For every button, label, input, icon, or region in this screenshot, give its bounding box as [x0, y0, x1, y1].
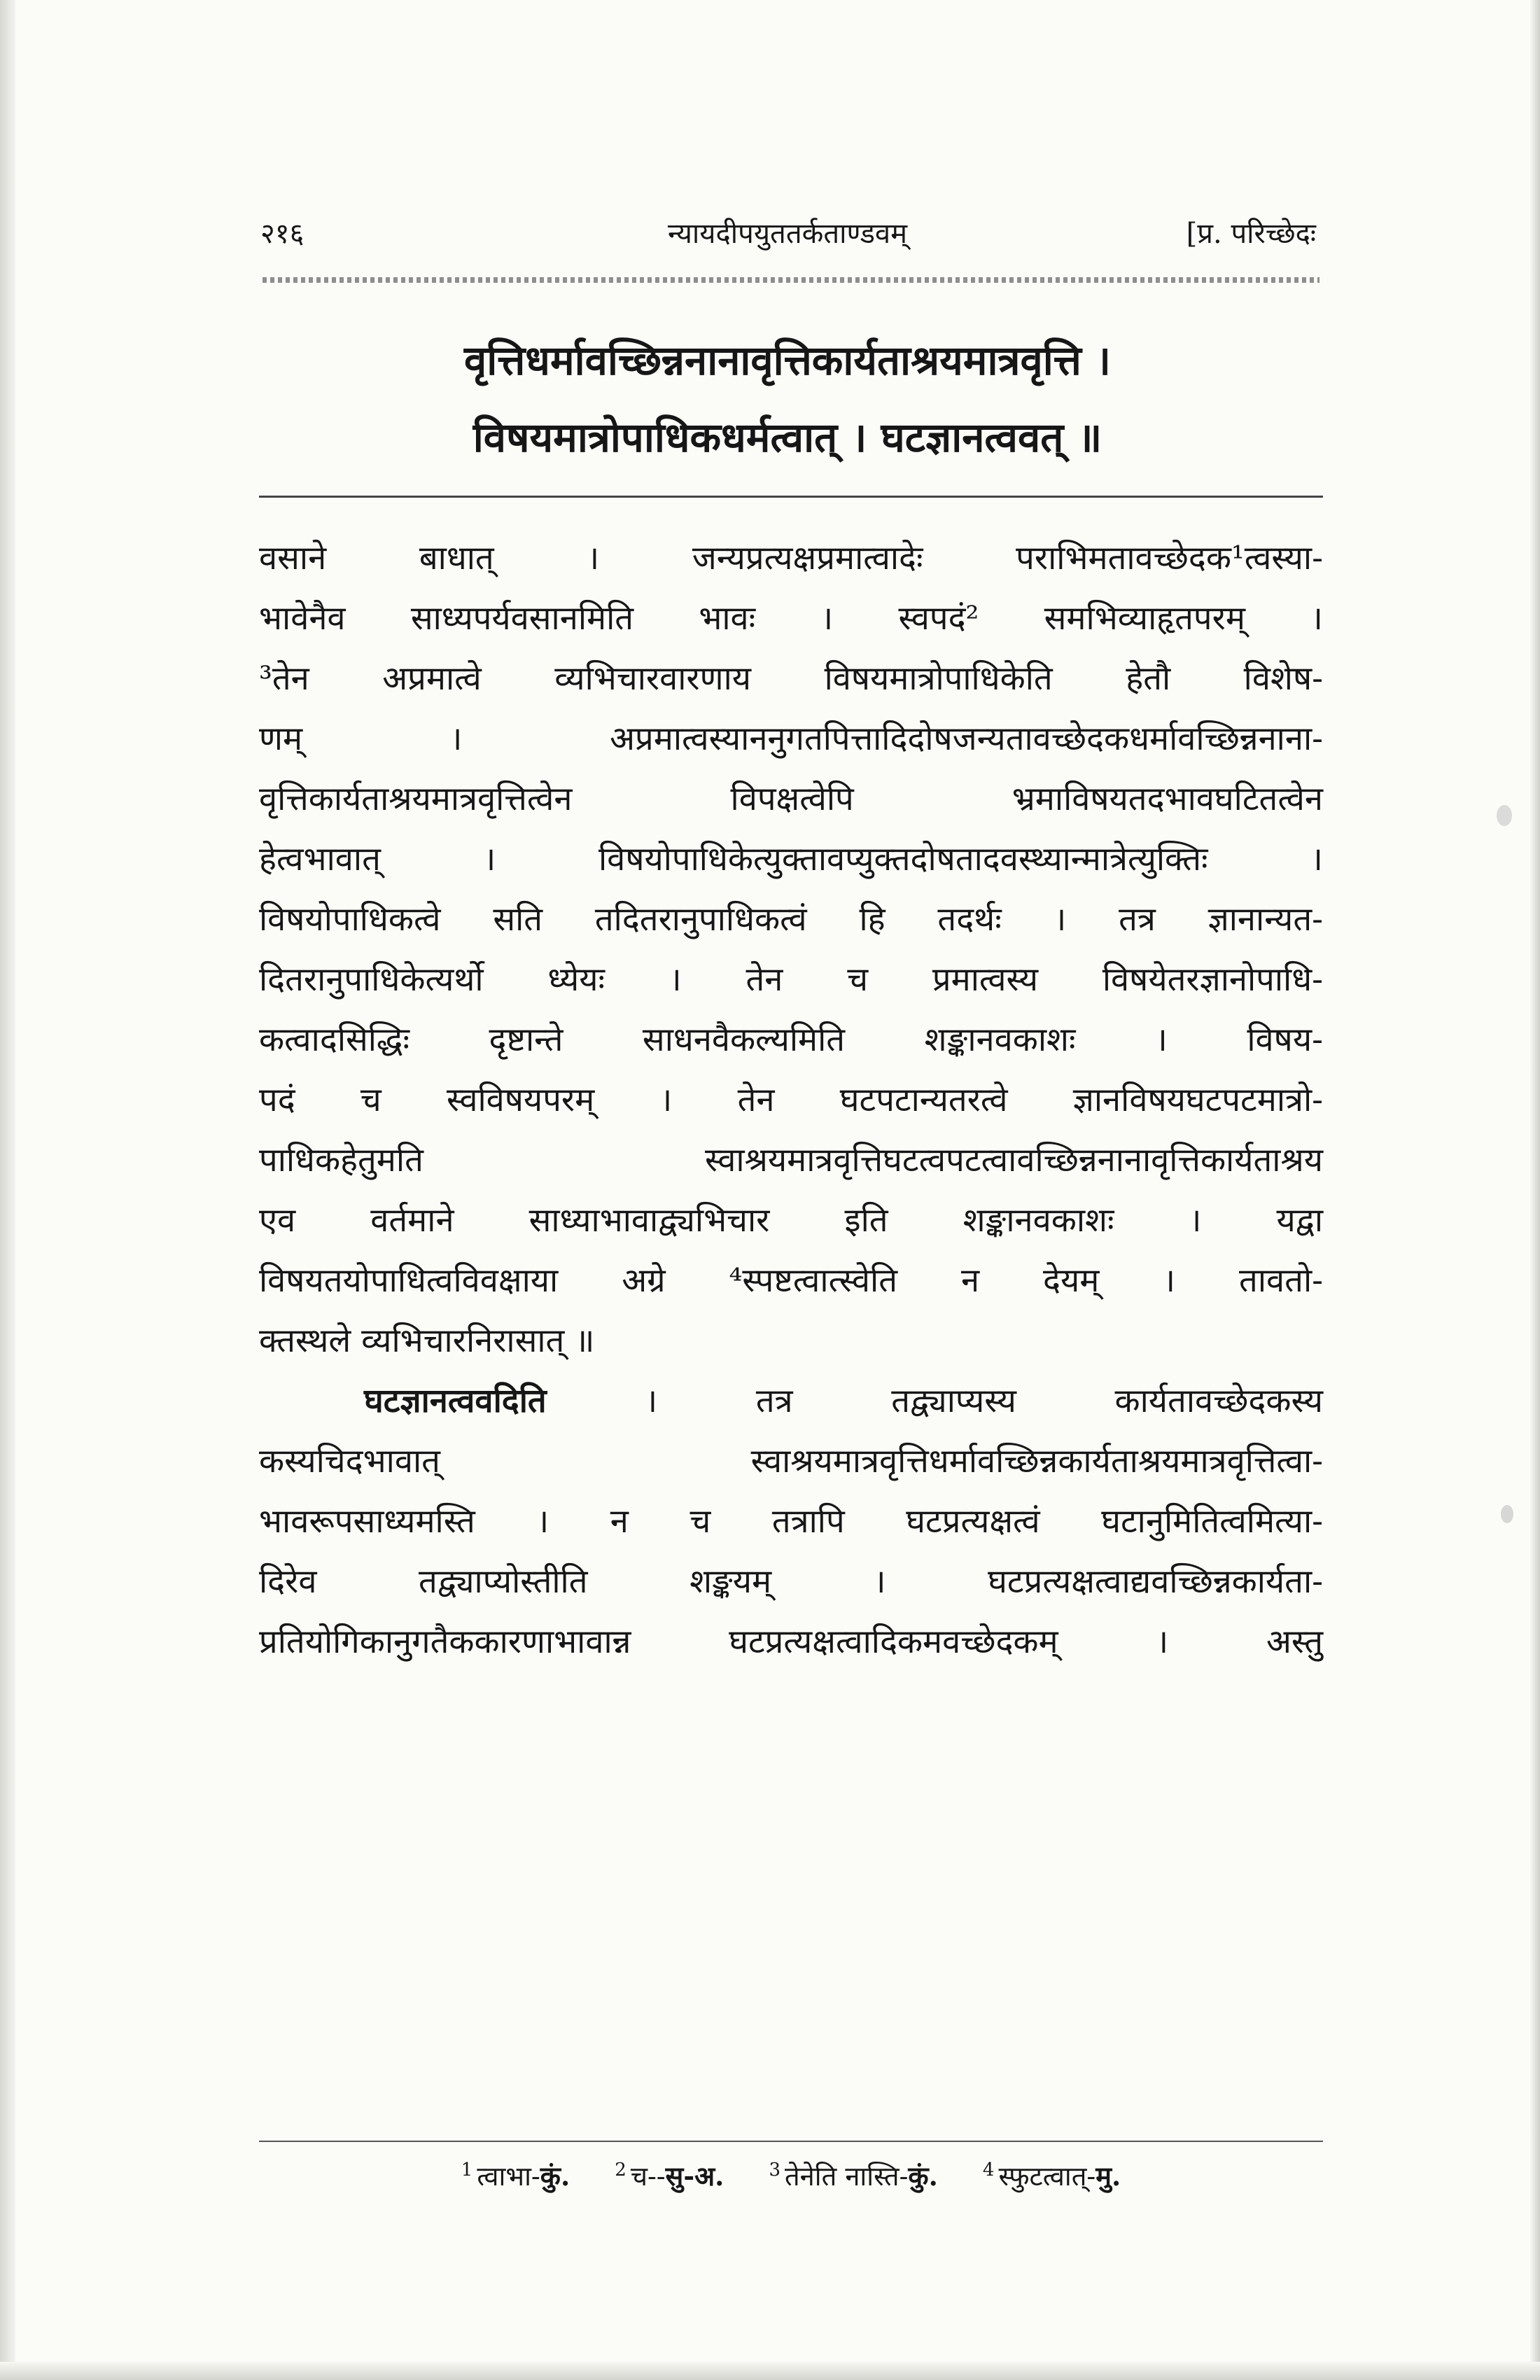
- running-head: [252, 210, 1323, 266]
- running-title: न्यायदीपयुततर्कताण्डवम्: [667, 218, 908, 250]
- commentary-line: कत्वादसिद्धिः दृष्टान्ते साधनवैकल्यमिति शङ्कानवकाशः । विषय-: [259, 1021, 1323, 1059]
- commentary-line: दितरानुपाधिकेत्यर्थो ध्येयः । तेन च प्रमात्वस्य विषयेतरज्ञानोपाधि-: [259, 960, 1323, 999]
- commentary-text: [259, 528, 1323, 1672]
- paragraph-opening-text: । तत्र तद्व्याप्यस्य कार्यतावच्छेदकस्य: [645, 1382, 1323, 1420]
- commentary-line: भावरूपसाध्यमस्ति । न च तत्रापि घटप्रत्यक्षत्वं घटानुमितित्वमित्या-: [259, 1502, 1323, 1541]
- commentary-line: वसाने बाधात् । जन्यप्रत्यक्षप्रमात्वादेः पराभिमतावच्छेदक¹त्वस्या-: [259, 539, 1323, 578]
- footnote-siglum: कुं.: [540, 2160, 570, 2192]
- footnote-text: तेनेति नास्ति-: [785, 2161, 909, 2192]
- paragraph-opening-line: [259, 1371, 1323, 1432]
- footnote-siglum: सु-अ.: [665, 2160, 724, 2192]
- commentary-line: विषयतयोपाधित्वविवक्षाया अग्रे ⁴स्पष्टत्वात्स्वेति न देयम् । तावतो-: [259, 1261, 1323, 1300]
- scan-left-edge: [0, 0, 15, 2380]
- footnote: [615, 2157, 724, 2194]
- commentary-line: एव वर्तमाने साध्याभावाद्व्यभिचार इति शङ्कानवकाशः । यद्वा: [259, 1201, 1323, 1240]
- commentary-line: प्रतियोगिकानुगतैककारणाभावान्न घटप्रत्यक्षत्वादिकमवच्छेदकम् । अस्तु: [259, 1623, 1323, 1661]
- footnote-number: 4: [982, 2160, 995, 2181]
- commentary-line: णम् । अप्रमात्वस्याननुगतपित्तादिदोषजन्यतावच्छेदकधर्मावच्छिन्ननाना-: [259, 720, 1323, 758]
- commentary-line: पदं च स्वविषयपरम् । तेन घटपटान्यतरत्वे ज्ञानविषयघटपटमात्रो-: [259, 1081, 1323, 1119]
- commentary-line: हेत्वभावात् । विषयोपाधिकेत्युक्तावप्युक्तदोषतादवस्थ्यान्मात्रेत्युक्तिः ।: [259, 840, 1323, 878]
- commentary-line: पाधिकहेतुमति स्वाश्रयमात्रवृत्तिघटत्वपटत्वावच्छिन्ननानावृत्तिकार्यताश्रय: [259, 1141, 1323, 1180]
- verse-line: विषयमात्रोपाधिकधर्मत्वात् । घटज्ञानत्ववत् ॥: [472, 414, 1102, 461]
- commentary-line: क्तस्थले व्यभिचारनिरासात् ॥: [259, 1322, 595, 1360]
- footnote-text: त्वाभा-: [477, 2161, 540, 2192]
- footnote-number: 1: [461, 2160, 473, 2181]
- section-label: [प्र. परिच्छेदः: [1186, 218, 1316, 250]
- verse-rule: [259, 496, 1323, 498]
- scan-right-edge: [1530, 0, 1540, 2380]
- scan-speck: [1497, 805, 1512, 826]
- commentary-line: दिरेव तद्व्याप्योस्तीति शङ्कयम् । घटप्रत्यक्षत्वाद्यवच्छिन्नकार्यता-: [259, 1562, 1323, 1601]
- header-rule: [262, 277, 1320, 283]
- footnote-rule: [259, 2141, 1323, 2142]
- scan-speck: [1501, 1505, 1513, 1523]
- footnote-siglum: मु.: [1096, 2160, 1121, 2192]
- footnote-siglum: कुं.: [908, 2160, 938, 2192]
- footnote: [983, 2157, 1121, 2194]
- commentary-line: कस्यचिदभावात् स्वाश्रयमात्रवृत्तिधर्मावच्छिन्नकार्यताश्रयमात्रवृत्तित्वा-: [259, 1442, 1323, 1480]
- commentary-line: विषयोपाधिकत्वे सति तदितरानुपाधिकत्वं हि तदर्थः । तत्र ज्ञानान्यत-: [259, 900, 1323, 939]
- scan-bottom-edge: [0, 2362, 1540, 2380]
- inference-verse: [252, 322, 1323, 476]
- verse-line: वृत्तिधर्मावच्छिन्ननानावृत्तिकार्यताश्रयमात्रवृत्ति ।: [463, 337, 1112, 384]
- lemma-heading: घटज्ञानत्ववदिति: [364, 1382, 547, 1420]
- footnote: [769, 2157, 937, 2194]
- footnote: [461, 2157, 570, 2194]
- footnote-number: 2: [615, 2160, 626, 2181]
- commentary-line: भावेनैव साध्यपर्यवसानमिति भावः । स्वपदं² समभिव्याहृतपरम् ।: [259, 599, 1323, 638]
- page-number: २१६: [260, 218, 304, 250]
- commentary-line: वृत्तिकार्यताश्रयमात्रवृत्तित्वेन विपक्षत्वेपि भ्रमाविषयतदभावघटितत्वेन: [259, 780, 1323, 818]
- footnote-text: च--: [630, 2161, 666, 2192]
- footnote-text: स्फुटत्वात्-: [998, 2161, 1096, 2192]
- footnotes: [259, 2157, 1323, 2194]
- commentary-line: ³तेन अप्रमात्वे व्यभिचारवारणाय विषयमात्रोपाधिकेति हेतौ विशेष-: [259, 659, 1323, 698]
- footnote-number: 3: [769, 2160, 781, 2181]
